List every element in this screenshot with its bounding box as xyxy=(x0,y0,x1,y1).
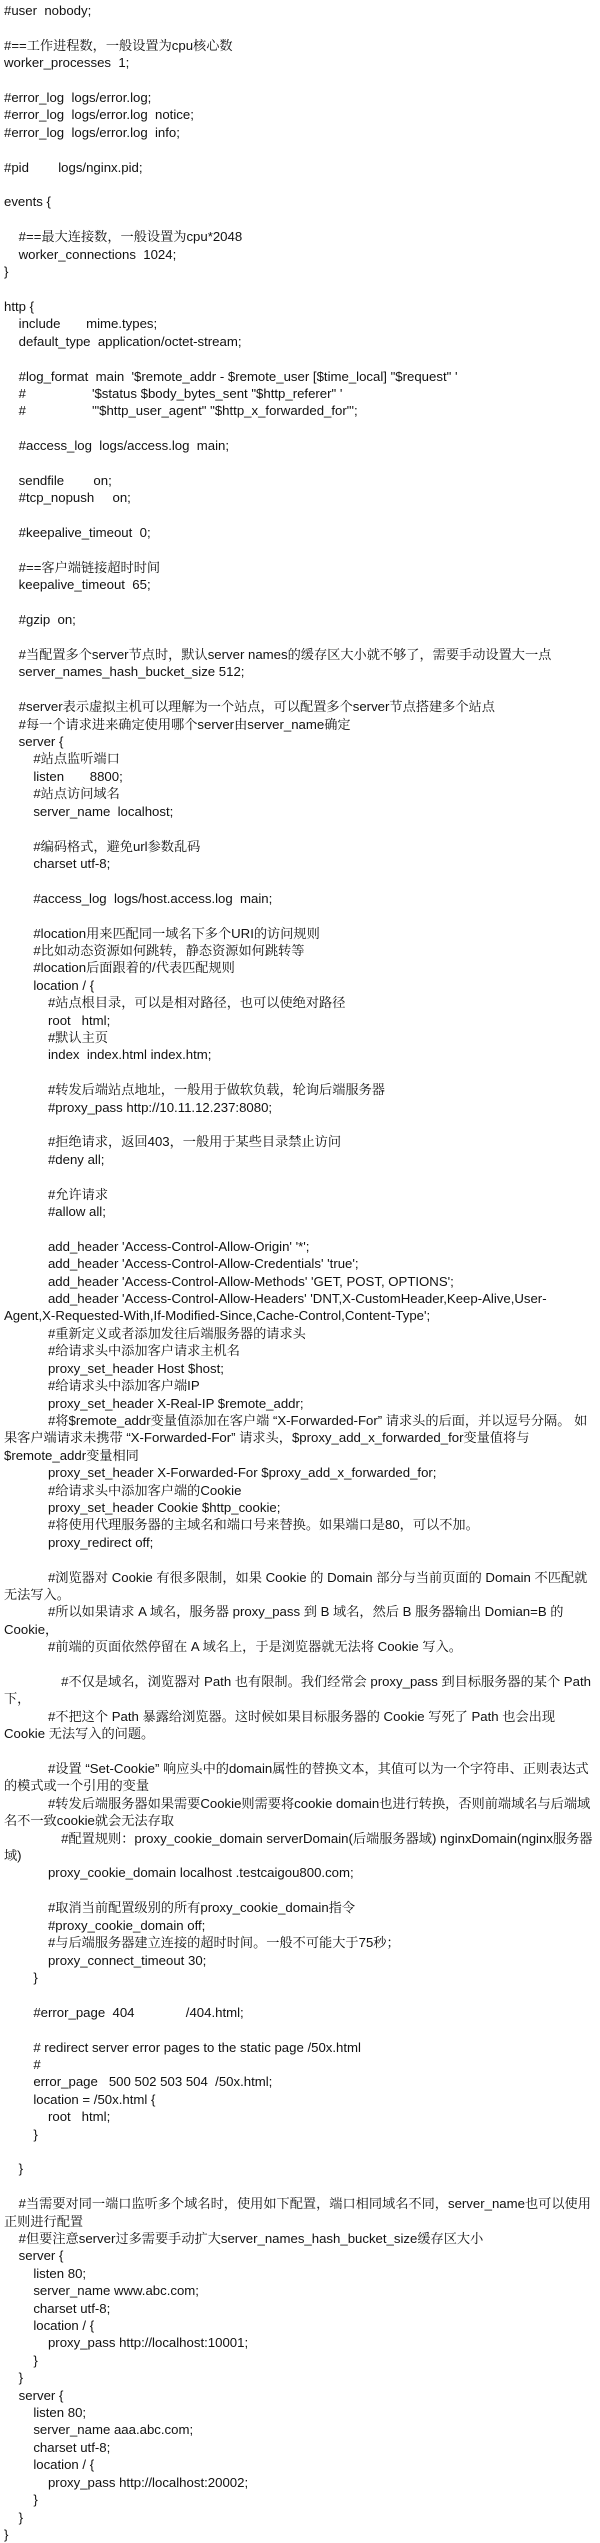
config-line: location / { xyxy=(4,2318,95,2334)
config-line xyxy=(4,141,596,158)
config-line: } xyxy=(4,2526,9,2542)
config-line: charset utf-8; xyxy=(4,2300,111,2316)
config-line: #error_log logs/error.log info; xyxy=(4,124,180,140)
config-line: #不仅是域名，浏览器对 Path 也有限制。我们经常会 proxy_pass 到目标服务器的某个 Path 下， xyxy=(4,1674,595,1707)
config-line: proxy_connect_timeout 30; xyxy=(4,1952,207,1968)
config-line: #access_log logs/access.log main; xyxy=(4,438,230,454)
config-line: server_name aaa.abc.com; xyxy=(4,2422,194,2438)
config-line xyxy=(4,1743,596,1760)
config-line: #设置 “Set-Cookie” 响应头中的domain属性的替换文本，其值可以为一个字符串、正则表达式的模式或一个引用的变量 xyxy=(4,1761,589,1794)
config-line xyxy=(4,820,596,837)
config-line: default_type application/octet-stream; xyxy=(4,333,242,349)
config-line: #access_log logs/host.access.log main; xyxy=(4,890,273,906)
config-line: server_names_hash_bucket_size 512; xyxy=(4,664,245,680)
config-line: #给请求头中添加客户端IP xyxy=(4,1378,200,1394)
config-line: server { xyxy=(4,734,64,750)
config-line: #gzip on; xyxy=(4,612,76,628)
config-line: #当配置多个server节点时，默认server names的缓存区大小就不够了，需要手动设置大一点 xyxy=(4,647,552,663)
config-line: #tcp_nopush on; xyxy=(4,490,131,506)
config-line xyxy=(4,19,596,36)
config-line: root html; xyxy=(4,1012,111,1028)
config-line: worker_processes 1; xyxy=(4,55,130,71)
config-line: listen 80; xyxy=(4,2265,87,2281)
config-line: } xyxy=(4,2509,24,2525)
config-line: } xyxy=(4,2352,38,2368)
config-line: add_header 'Access-Control-Allow-Headers' 'DNT,X-CustomHeader,Keep-Alive,User-Agent,X-Requested-With,If-Modified-Since,Cache-Control,Content-Type'; xyxy=(4,1291,547,1324)
config-line: events { xyxy=(4,194,51,210)
config-line: index index.html index.htm; xyxy=(4,1047,212,1063)
config-line: #proxy_pass http://10.11.12.237:8080; xyxy=(4,1099,273,1115)
config-line: add_header 'Access-Control-Allow-Methods' 'GET, POST, OPTIONS'; xyxy=(4,1273,454,1289)
config-line: #编码格式，避免url参数乱码 xyxy=(4,838,201,854)
config-line: worker_connections 1024; xyxy=(4,246,177,262)
config-line: # xyxy=(4,2056,41,2072)
config-line: #error_log logs/error.log notice; xyxy=(4,107,194,123)
config-line: proxy_pass http://localhost:20002; xyxy=(4,2474,249,2490)
config-line: #error_log logs/error.log; xyxy=(4,90,152,106)
config-line: #默认主页 xyxy=(4,1029,109,1045)
config-line: http { xyxy=(4,298,35,314)
config-line: charset utf-8; xyxy=(4,2439,111,2455)
config-line: add_header 'Access-Control-Allow-Credentials' 'true'; xyxy=(4,1256,359,1272)
config-line: #重新定义或者添加发往后端服务器的请求头 xyxy=(4,1325,306,1341)
config-line: } xyxy=(4,2161,24,2177)
config-line: #user nobody; xyxy=(4,3,92,18)
config-line: location = /50x.html { xyxy=(4,2091,156,2107)
config-line: error_page 500 502 503 504 /50x.html; xyxy=(4,2074,273,2090)
config-line xyxy=(4,1116,596,1133)
config-line xyxy=(4,281,596,298)
config-line: sendfile on; xyxy=(4,472,112,488)
config-line xyxy=(4,2143,596,2160)
config-line xyxy=(4,72,596,89)
config-line: #==客户端链接超时时间 xyxy=(4,560,161,575)
config-line: } xyxy=(4,1969,38,1985)
config-line: proxy_pass http://localhost:10001; xyxy=(4,2335,249,2351)
config-line: #允许请求 xyxy=(4,1186,109,1202)
config-line: proxy_redirect off; xyxy=(4,1534,154,1550)
config-line: #location用来匹配同一域名下多个URI的访问规则 xyxy=(4,925,320,941)
config-line xyxy=(4,211,596,228)
config-line xyxy=(4,542,596,559)
config-line: location / { xyxy=(4,977,95,993)
config-line: proxy_set_header X-Forwarded-For $proxy_add_x_forwarded_for; xyxy=(4,1465,437,1481)
config-line: } xyxy=(4,2492,38,2508)
config-line: #将$remote_addr变量值添加在客户端 “X-Forwarded-For” 请求头的后面，并以逗号分隔。 如果客户端请求未携带 “X-Forwarded-For” 请求头，$proxy_add_x_forwarded_for变量值将与$remote_addr变量相同 xyxy=(4,1412,588,1463)
config-line: #不把这个 Path 暴露给浏览器。这时候如果目标服务器的 Cookie 写死了 Path 也会出现 Cookie 无法写入的问题。 xyxy=(4,1708,559,1742)
config-line: server_name www.abc.com; xyxy=(4,2283,199,2299)
config-line: #站点根目录，可以是相对路径，也可以使绝对路径 xyxy=(4,995,346,1011)
config-line: #每一个请求进来确定使用哪个server由server_name确定 xyxy=(4,716,351,732)
config-line: #allow all; xyxy=(4,1204,106,1220)
config-line xyxy=(4,1656,596,1673)
config-line xyxy=(4,1882,596,1899)
config-line: proxy_cookie_domain localhost .testcaigou800.com; xyxy=(4,1865,354,1881)
config-line: root html; xyxy=(4,2109,111,2125)
config-line: include mime.types; xyxy=(4,316,158,332)
config-line xyxy=(4,1220,596,1237)
config-line: listen 80; xyxy=(4,2405,87,2421)
config-line: # '"$http_user_agent" "$http_x_forwarded_for"'; xyxy=(4,403,358,419)
config-line xyxy=(4,350,596,367)
config-line xyxy=(4,2178,596,2195)
config-line: #比如动态资源如何跳转，静态资源如何跳转等 xyxy=(4,942,305,958)
config-line xyxy=(4,455,596,472)
config-line: # redirect server error pages to the static page /50x.html xyxy=(4,2039,361,2055)
config-line: #当需要对同一端口监听多个域名时，使用如下配置，端口相同域名不同，server_name也可以使用正则进行配置 xyxy=(4,2196,591,2229)
config-line: #前端的页面依然停留在 A 域名上，于是浏览器就无法将 Cookie 写入。 xyxy=(4,1639,462,1655)
config-line: #log_format main '$remote_addr - $remote_user [$time_local] "$request" ' xyxy=(4,368,458,384)
config-line xyxy=(4,1168,596,1185)
config-line: #站点访问域名 xyxy=(4,786,120,802)
config-line: #转发后端站点地址，一般用于做软负载，轮询后端服务器 xyxy=(4,1082,385,1098)
config-line xyxy=(4,681,596,698)
config-line xyxy=(4,176,596,193)
config-line: server { xyxy=(4,2248,64,2264)
config-line xyxy=(4,2021,596,2038)
config-line: proxy_set_header X-Real-IP $remote_addr; xyxy=(4,1395,304,1411)
config-line: #location后面跟着的/代表匹配规则 xyxy=(4,960,235,976)
config-line xyxy=(4,629,596,646)
config-line: #所以如果请求 A 域名，服务器 proxy_pass 到 B 域名，然后 B 服务器输出 Domian=B 的 Cookie， xyxy=(4,1604,568,1637)
config-line: proxy_set_header Cookie $http_cookie; xyxy=(4,1499,281,1515)
config-line: server_name localhost; xyxy=(4,803,174,819)
config-line xyxy=(4,1551,596,1568)
config-line: } xyxy=(4,264,9,280)
config-line xyxy=(4,507,596,524)
config-line: server { xyxy=(4,2387,64,2403)
config-line: #pid logs/nginx.pid; xyxy=(4,159,143,175)
config-line xyxy=(4,907,596,924)
config-line: #keepalive_timeout 0; xyxy=(4,525,151,541)
config-line: # '$status $body_bytes_sent "$http_referer" ' xyxy=(4,385,343,401)
config-line: #给请求头中添加客户端的Cookie xyxy=(4,1482,242,1498)
config-line: #error_page 404 /404.html; xyxy=(4,2004,244,2020)
config-line: add_header 'Access-Control-Allow-Origin' '*'; xyxy=(4,1238,310,1254)
config-line xyxy=(4,420,596,437)
config-line: #站点监听端口 xyxy=(4,751,120,767)
config-line: #给请求头中添加客户请求主机名 xyxy=(4,1343,240,1359)
config-line: #proxy_cookie_domain off; xyxy=(4,1917,206,1933)
config-line: #取消当前配置级别的所有proxy_cookie_domain指令 xyxy=(4,1900,356,1916)
config-line: keepalive_timeout 65; xyxy=(4,577,151,593)
config-line xyxy=(4,872,596,889)
config-line: listen 8800; xyxy=(4,768,123,784)
config-line: #==最大连接数，一般设置为cpu*2048 xyxy=(4,229,243,245)
config-line xyxy=(4,1986,596,2003)
config-line: #浏览器对 Cookie 有很多限制，如果 Cookie 的 Domain 部分与当前页面的 Domain 不匹配就无法写入。 xyxy=(4,1569,588,1602)
config-line: #转发后端服务器如果需要Cookie则需要将cookie domain也进行转换，否则前端域名与后端域名不一致cookie就会无法存取 xyxy=(4,1795,591,1829)
config-line: #但要注意server过多需要手动扩大server_names_hash_bucket_size缓存区大小 xyxy=(4,2231,484,2246)
config-line: #==工作进程数，一般设置为cpu核心数 xyxy=(4,37,233,53)
config-line: #配置规则：proxy_cookie_domain serverDomain(后端服务器域) nginxDomain(nginx服务器域) xyxy=(4,1830,593,1864)
config-line: #server表示虚拟主机可以理解为一个站点，可以配置多个server节点搭建多个站点 xyxy=(4,699,495,715)
config-line: location / { xyxy=(4,2457,95,2473)
config-line: } xyxy=(4,2126,38,2142)
config-line xyxy=(4,1064,596,1081)
config-line: #deny all; xyxy=(4,1151,105,1167)
config-line: #将使用代理服务器的主域名和端口号来替换。如果端口是80，可以不加。 xyxy=(4,1517,479,1533)
config-line: proxy_set_header Host $host; xyxy=(4,1360,224,1376)
config-line xyxy=(4,594,596,611)
config-line: #与后端服务器建立连接的超时时间。一般不可能大于75秒； xyxy=(4,1935,400,1951)
config-line: charset utf-8; xyxy=(4,855,111,871)
config-line: } xyxy=(4,2370,24,2386)
config-line: #拒绝请求，返回403，一般用于某些目录禁止访问 xyxy=(4,1134,342,1150)
